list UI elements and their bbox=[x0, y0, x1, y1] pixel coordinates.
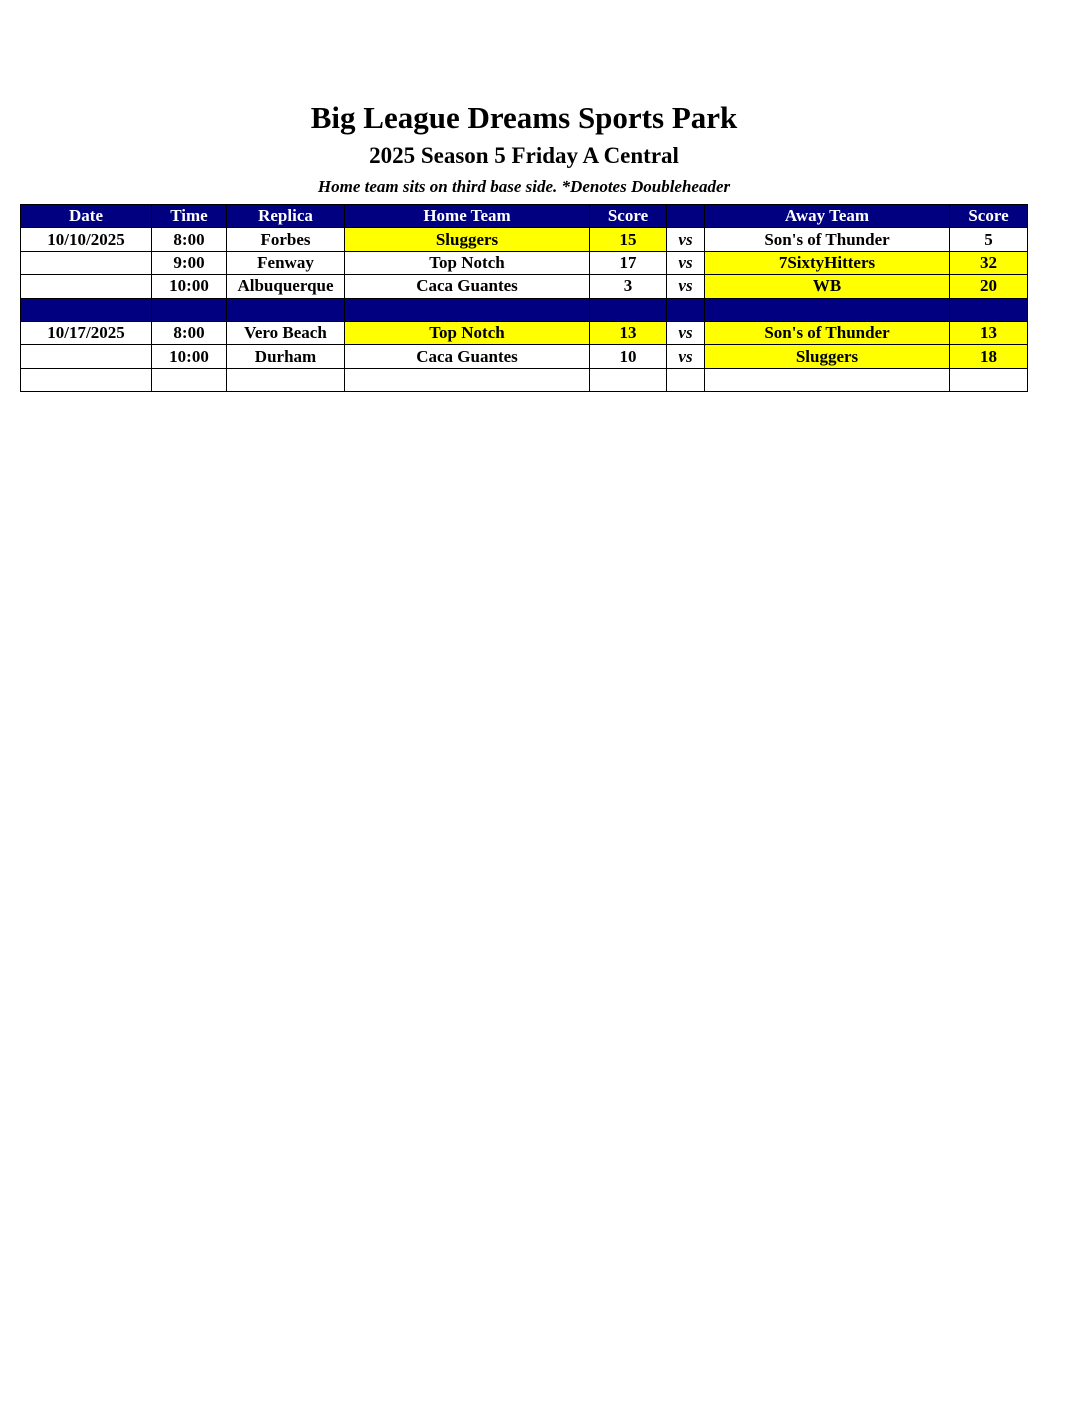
replica-cell: Fenway bbox=[227, 251, 345, 274]
away-team-cell: Son's of Thunder bbox=[705, 321, 950, 344]
home-team-cell: Caca Guantes bbox=[345, 345, 590, 368]
separator-cell bbox=[152, 298, 227, 321]
date-cell bbox=[21, 368, 152, 391]
separator-cell bbox=[345, 298, 590, 321]
away-team-cell: Son's of Thunder bbox=[705, 228, 950, 251]
table-header-row bbox=[21, 205, 1028, 228]
separator-cell bbox=[667, 298, 705, 321]
away-score-cell bbox=[950, 368, 1028, 391]
home-team-cell: Top Notch bbox=[345, 251, 590, 274]
schedule-table bbox=[20, 204, 1028, 392]
vs-cell: vs bbox=[667, 228, 705, 251]
time-cell bbox=[152, 368, 227, 391]
page-title: Big League Dreams Sports Park bbox=[310, 100, 738, 135]
away-team-cell: Sluggers bbox=[705, 345, 950, 368]
home-score-cell: 17 bbox=[590, 251, 667, 274]
date-cell bbox=[21, 275, 152, 298]
home-score-cell: 10 bbox=[590, 345, 667, 368]
away-score-cell: 32 bbox=[950, 251, 1028, 274]
table-row bbox=[21, 228, 1028, 251]
home-team-cell: Top Notch bbox=[345, 321, 590, 344]
column-header-replica: Replica bbox=[227, 205, 345, 228]
table-row bbox=[21, 251, 1028, 274]
schedule-note: Home team sits on third base side. *Denotes Doubleheader bbox=[317, 177, 731, 196]
home-team-cell: Caca Guantes bbox=[345, 275, 590, 298]
date-cell bbox=[21, 251, 152, 274]
vs-cell bbox=[667, 368, 705, 391]
separator-cell bbox=[950, 298, 1028, 321]
time-cell: 10:00 bbox=[152, 275, 227, 298]
away-team-cell: WB bbox=[705, 275, 950, 298]
column-header-date: Date bbox=[21, 205, 152, 228]
replica-cell bbox=[227, 368, 345, 391]
vs-cell: vs bbox=[667, 345, 705, 368]
separator-row bbox=[21, 298, 1028, 321]
date-cell: 10/17/2025 bbox=[21, 321, 152, 344]
vs-cell: vs bbox=[667, 321, 705, 344]
column-header-time: Time bbox=[152, 205, 227, 228]
column-header-vs bbox=[667, 205, 705, 228]
date-cell: 10/10/2025 bbox=[21, 228, 152, 251]
replica-cell: Albuquerque bbox=[227, 275, 345, 298]
column-header-home-score: Score bbox=[590, 205, 667, 228]
home-score-cell: 3 bbox=[590, 275, 667, 298]
separator-cell bbox=[590, 298, 667, 321]
vs-cell: vs bbox=[667, 251, 705, 274]
replica-cell: Forbes bbox=[227, 228, 345, 251]
home-score-cell: 15 bbox=[590, 228, 667, 251]
away-score-cell: 13 bbox=[950, 321, 1028, 344]
table-row bbox=[21, 275, 1028, 298]
page-subtitle: 2025 Season 5 Friday A Central bbox=[369, 143, 679, 168]
column-header-away-team: Away Team bbox=[705, 205, 950, 228]
away-team-cell: 7SixtyHitters bbox=[705, 251, 950, 274]
away-score-cell: 18 bbox=[950, 345, 1028, 368]
replica-cell: Durham bbox=[227, 345, 345, 368]
separator-cell bbox=[705, 298, 950, 321]
away-score-cell: 5 bbox=[950, 228, 1028, 251]
away-team-cell bbox=[705, 368, 950, 391]
table-row bbox=[21, 345, 1028, 368]
separator-cell bbox=[21, 298, 152, 321]
column-header-home-team: Home Team bbox=[345, 205, 590, 228]
home-score-cell: 13 bbox=[590, 321, 667, 344]
home-team-cell bbox=[345, 368, 590, 391]
date-cell bbox=[21, 345, 152, 368]
time-cell: 10:00 bbox=[152, 345, 227, 368]
column-header-away-score: Score bbox=[950, 205, 1028, 228]
table-row bbox=[21, 321, 1028, 344]
replica-cell: Vero Beach bbox=[227, 321, 345, 344]
time-cell: 9:00 bbox=[152, 251, 227, 274]
home-team-cell: Sluggers bbox=[345, 228, 590, 251]
away-score-cell: 20 bbox=[950, 275, 1028, 298]
separator-cell bbox=[227, 298, 345, 321]
time-cell: 8:00 bbox=[152, 228, 227, 251]
home-score-cell bbox=[590, 368, 667, 391]
schedule-body bbox=[21, 228, 1028, 392]
vs-cell: vs bbox=[667, 275, 705, 298]
time-cell: 8:00 bbox=[152, 321, 227, 344]
table-row bbox=[21, 368, 1028, 391]
